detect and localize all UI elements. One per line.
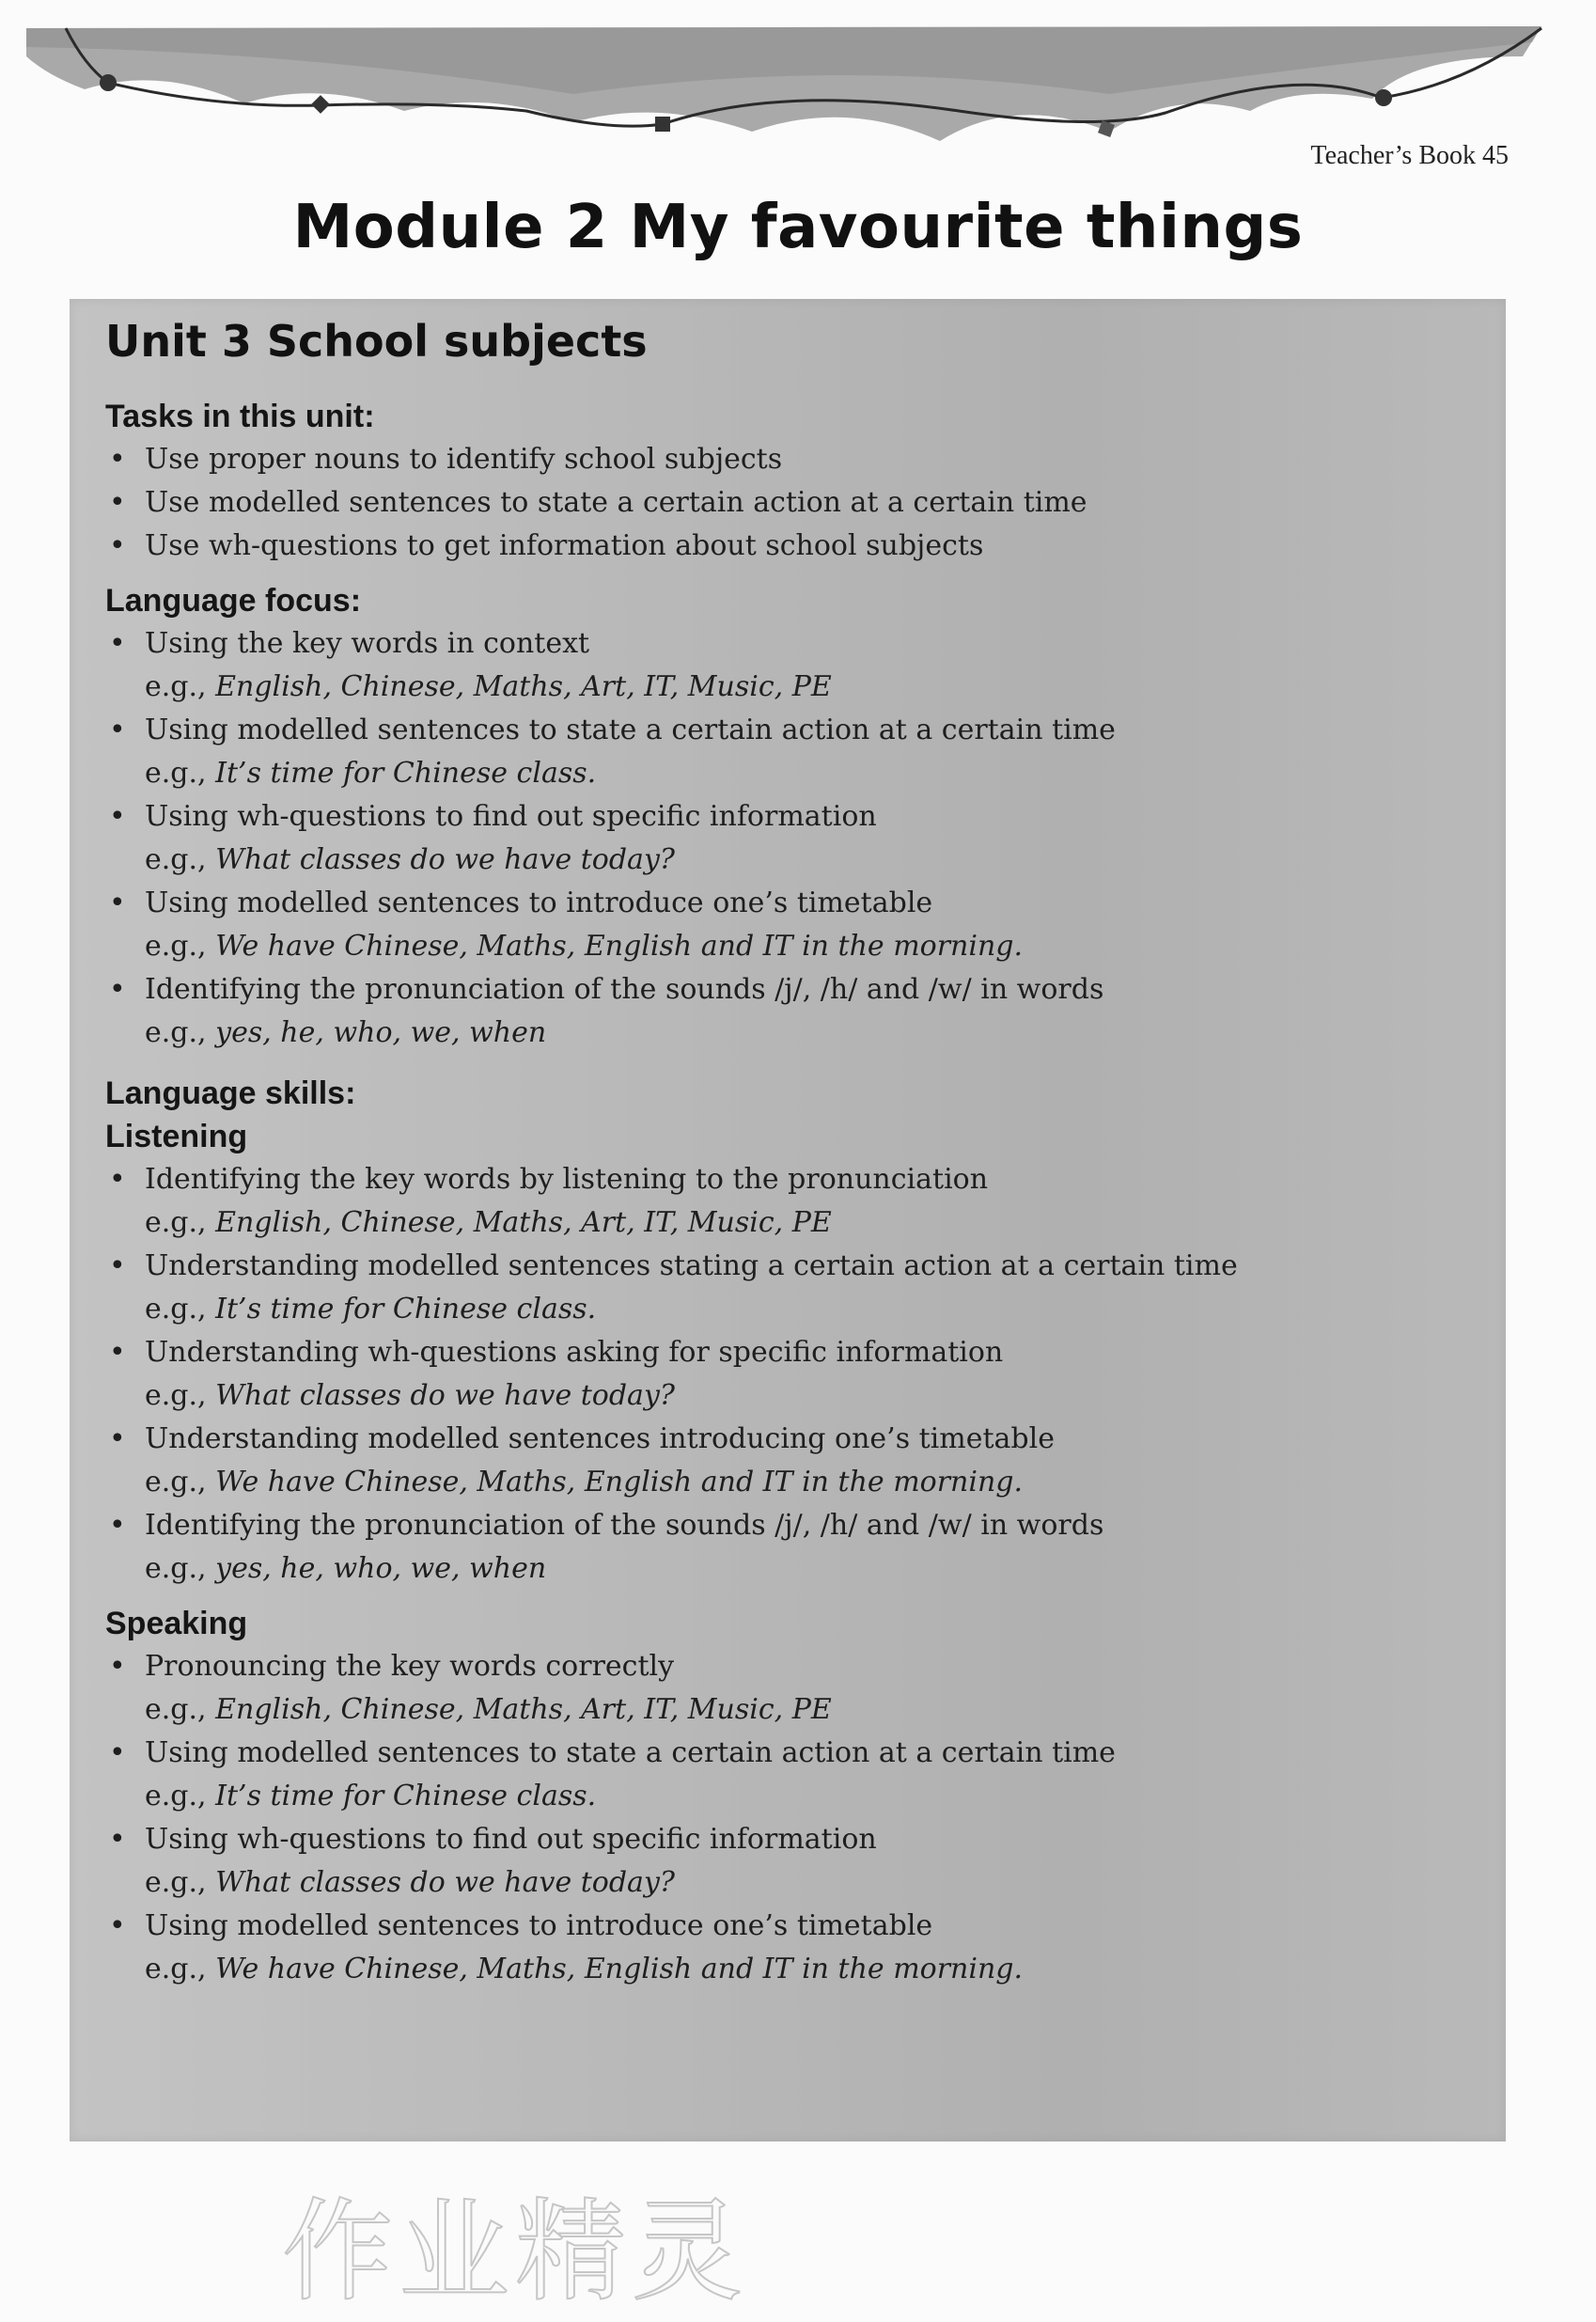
list-item: • Pronouncing the key words correctly e.g., English, Chinese, Maths, Art, IT, Music, PE [109, 1650, 832, 1726]
list-item: • Identifying the key words by listening to the pronunciation e.g., English, Chinese, Maths, Art, IT, Music, PE [109, 1163, 989, 1239]
list-item: • Using wh-questions to find out specific information e.g., What classes do we have today? [109, 800, 877, 876]
list-item: • Understanding modelled sentences stating a certain action at a certain time e.g., It’s time for Chinese class. [109, 1249, 1238, 1326]
module-title: Module 2 My favourite things [292, 193, 1304, 262]
listening-heading: Listening [105, 1119, 248, 1154]
ornament-dot-icon [100, 74, 117, 91]
tasks-list [105, 438, 1459, 568]
list-item: • Using the key words in context e.g., English, Chinese, Maths, Art, IT, Music, PE [109, 627, 832, 703]
list-item: • Identifying the pronunciation of the sounds /j/, /h/ and /w/ in words e.g., yes, he, who, we, when [109, 973, 1104, 1049]
list-item: • Using wh-questions to find out specific information e.g., What classes do we have today? [109, 1823, 877, 1899]
page-reference: Teacher’s Book 45 [1310, 141, 1509, 170]
list-item: • Use modelled sentences to state a certain action at a certain time [109, 486, 1087, 519]
ornament-diamond-icon [311, 95, 330, 114]
listening-list [105, 1158, 1459, 1591]
list-item: • Understanding modelled sentences introducing one’s timetable e.g., We have Chinese, Maths, English and IT in the morning. [109, 1422, 1055, 1498]
ornament-dot-icon [1375, 89, 1392, 106]
watermark: 作业精灵 [282, 2187, 749, 2316]
list-item: • Identifying the pronunciation of the sounds /j/, /h/ and /w/ in words e.g., yes, he, who, we, when [109, 1509, 1104, 1585]
list-item: • Understanding wh-questions asking for specific information e.g., What classes do we have today? [109, 1336, 1004, 1412]
speaking-list [105, 1645, 1459, 1991]
list-item: • Use proper nouns to identify school subjects [109, 443, 783, 476]
unit-panel [70, 299, 1506, 2142]
decorative-banner [0, 0, 1596, 160]
tasks-heading: Tasks in this unit: [105, 399, 375, 434]
language-focus-heading: Language focus: [105, 583, 362, 619]
list-item: • Using modelled sentences to introduce one’s timetable e.g., We have Chinese, Maths, English and IT in the morning. [109, 1909, 1024, 1985]
speaking-heading: Speaking [105, 1606, 248, 1641]
language-skills-heading: Language skills: [105, 1075, 356, 1111]
list-item: • Using modelled sentences to introduce one’s timetable e.g., We have Chinese, Maths, English and IT in the morning. [109, 886, 1024, 963]
language-focus-list [105, 622, 1459, 1055]
list-item: • Using modelled sentences to state a certain action at a certain time e.g., It’s time for Chinese class. [109, 714, 1116, 790]
ornament-square-icon [655, 117, 670, 132]
unit-title: Unit 3 School subjects [105, 316, 648, 367]
list-item: • Use wh-questions to get information about school subjects [109, 529, 984, 562]
list-item: • Using modelled sentences to state a certain action at a certain time e.g., It’s time for Chinese class. [109, 1736, 1116, 1812]
